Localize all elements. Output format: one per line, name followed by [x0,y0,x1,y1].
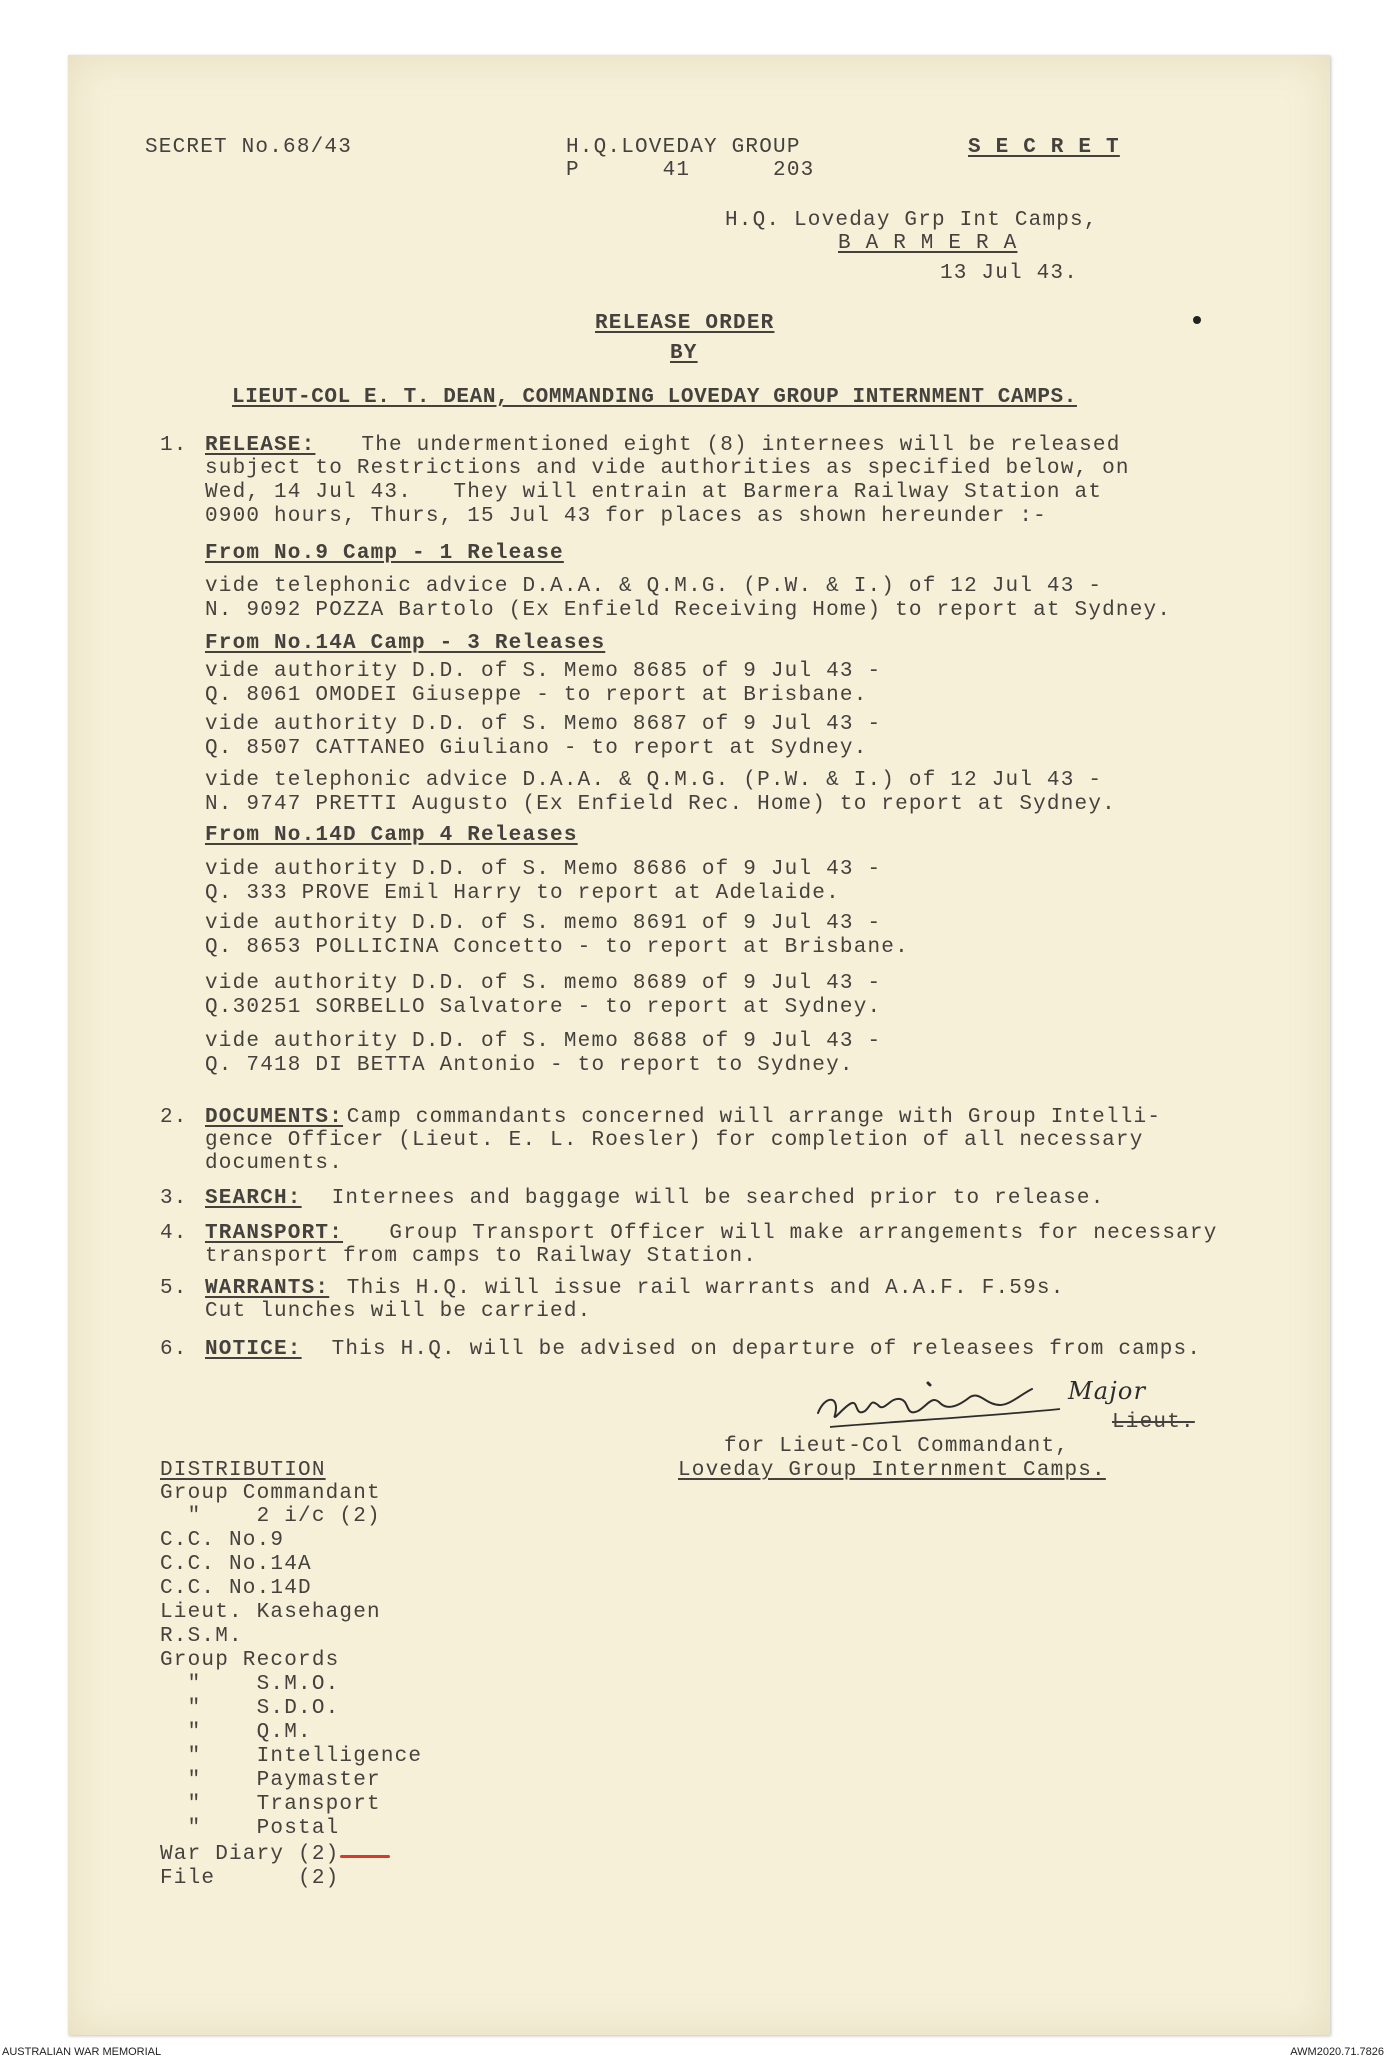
signature-unit-line: Loveday Group Internment Camps. [678,1459,1106,1482]
list-item: " Transport [160,1793,381,1816]
title-line-1: RELEASE ORDER [595,312,775,335]
address-line-2: B A R M E R A [838,232,1018,255]
camp-14a-authority-1: vide authority D.D. of S. Memo 8685 of 9 Jul 43 - [205,660,882,683]
camp-14a-internee-1: Q. 8061 OMODEI Giuseppe - to report at Brisbane. [205,684,868,707]
list-item: File (2) [160,1867,340,1890]
camp-14a-internee-3: N. 9747 PRETTI Augusto (Ex Enfield Rec. Home) to report at Sydney. [205,793,1116,816]
camp-14d-internee-3: Q.30251 SORBELLO Salvatore - to report at Sydney. [205,996,882,1019]
para-1-heading: RELEASE: [205,434,316,457]
para-2-number: 2. [160,1106,188,1129]
para-3-number: 3. [160,1187,188,1210]
archive-reference: AWM2020.71.7826 [1290,2046,1384,2058]
camp-14a-internee-2: Q. 8507 CATTANEO Giuliano - to report at Sydney. [205,737,868,760]
signature-for-line: for Lieut-Col Commandant, [724,1435,1070,1458]
list-item: " S.M.O. [160,1673,340,1696]
para-6-heading: NOTICE: [205,1338,302,1361]
para-2-line-3: documents. [205,1152,344,1175]
document-date: 13 Jul 43. [940,262,1079,285]
list-item: C.C. No.9 [160,1529,285,1552]
para-4-number: 4. [160,1222,188,1245]
para-2-line-1: Camp commandants concerned will arrange with Group Intelli- [333,1106,1162,1129]
struck-rank: Lieut. [1112,1411,1195,1434]
para-6-number: 6. [160,1338,188,1361]
para-5-heading: WARRANTS: [205,1277,330,1300]
para-1-line-4: 0900 hours, Thurs, 15 Jul 43 for places as shown hereunder :- [205,505,1047,528]
list-item: " Q.M. [160,1721,312,1744]
list-item: War Diary (2) [160,1843,340,1866]
camp-14d-internee-2: Q. 8653 POLLICINA Concetto - to report at Brisbane. [205,936,909,959]
para-1-line-1: The undermentioned eight (8) internees will be released [320,434,1121,457]
camp-14d-internee-4: Q. 7418 DI BETTA Antonio - to report to Sydney. [205,1054,854,1077]
camp-14d-authority-1: vide authority D.D. of S. Memo 8686 of 9 Jul 43 - [205,858,882,881]
camp-9-internee: N. 9092 POZZA Bartolo (Ex Enfield Receiving Home) to report at Sydney. [205,599,1172,622]
classification-stamp: S E C R E T [968,136,1120,159]
para-1-line-3: Wed, 14 Jul 43. They will entrain at Barmera Railway Station at [205,481,1103,504]
list-item: Group Records [160,1649,340,1672]
ink-dot [1193,316,1201,324]
list-item: Lieut. Kasehagen [160,1601,381,1624]
camp-9-heading: From No.9 Camp - 1 Release [205,542,564,565]
hq-group: H.Q.LOVEDAY GROUP [566,136,801,159]
handwritten-rank: Major [1068,1377,1147,1405]
title-line-3: LIEUT-COL E. T. DEAN, COMMANDING LOVEDAY GROUP INTERNMENT CAMPS. [232,386,1077,409]
camp-14d-authority-4: vide authority D.D. of S. Memo 8688 of 9 Jul 43 - [205,1030,882,1053]
list-item: " Paymaster [160,1769,381,1792]
para-1-line-2: subject to Restrictions and vide authorities as specified below, on [205,457,1130,480]
para-4-line-2: transport from camps to Railway Station. [205,1245,758,1268]
camp-14d-authority-3: vide authority D.D. of S. memo 8689 of 9 Jul 43 - [205,972,882,995]
list-item: C.C. No.14D [160,1577,312,1600]
list-item: " Postal [160,1817,340,1840]
secret-number: SECRET No.68/43 [145,136,353,159]
para-6-text: This H.Q. will be advised on departure of releasees from camps. [304,1338,1202,1361]
address-line-1: H.Q. Loveday Grp Int Camps, [725,209,1098,232]
list-item: " S.D.O. [160,1697,340,1720]
para-2-line-2: gence Officer (Lieut. E. L. Roesler) for completion of all necessary [205,1129,1144,1152]
camp-14a-authority-2: vide authority D.D. of S. Memo 8687 of 9 Jul 43 - [205,713,882,736]
para-5-line-2: Cut lunches will be carried. [205,1300,592,1323]
list-item: Group Commandant [160,1482,381,1505]
para-5-line-1: This H.Q. will issue rail warrants and A.A.F. F.59s. [333,1277,1065,1300]
list-item: " 2 i/c (2) [160,1505,381,1528]
camp-9-authority: vide telephonic advice D.A.A. & Q.M.G. (P.W. & I.) of 12 Jul 43 - [205,575,1103,598]
camp-14a-authority-3: vide telephonic advice D.A.A. & Q.M.G. (P.W. & I.) of 12 Jul 43 - [205,769,1103,792]
camp-14d-heading: From No.14D Camp 4 Releases [205,824,578,847]
para-4-heading: TRANSPORT: [205,1222,344,1245]
para-4-line-1: Group Transport Officer will make arrangements for necessary [348,1222,1218,1245]
list-item: " Intelligence [160,1745,423,1768]
camp-14d-internee-1: Q. 333 PROVE Emil Harry to report at Adelaide. [205,882,840,905]
file-reference: P 41 203 [566,159,815,182]
para-1-number: 1. [160,434,188,457]
para-5-number: 5. [160,1277,188,1300]
list-item: R.S.M. [160,1625,243,1648]
para-2-heading: DOCUMENTS: [205,1106,344,1129]
red-pencil-mark [340,1855,390,1858]
para-3-text: Internees and baggage will be searched prior to release. [304,1187,1105,1210]
distribution-heading: DISTRIBUTION [160,1459,326,1482]
camp-14a-heading: From No.14A Camp - 3 Releases [205,632,606,655]
list-item: C.C. No.14A [160,1553,312,1576]
para-3-heading: SEARCH: [205,1187,302,1210]
title-line-2: BY [670,342,698,365]
camp-14d-authority-2: vide authority D.D. of S. memo 8691 of 9 Jul 43 - [205,912,882,935]
archive-credit: AUSTRALIAN WAR MEMORIAL [2,2046,162,2058]
